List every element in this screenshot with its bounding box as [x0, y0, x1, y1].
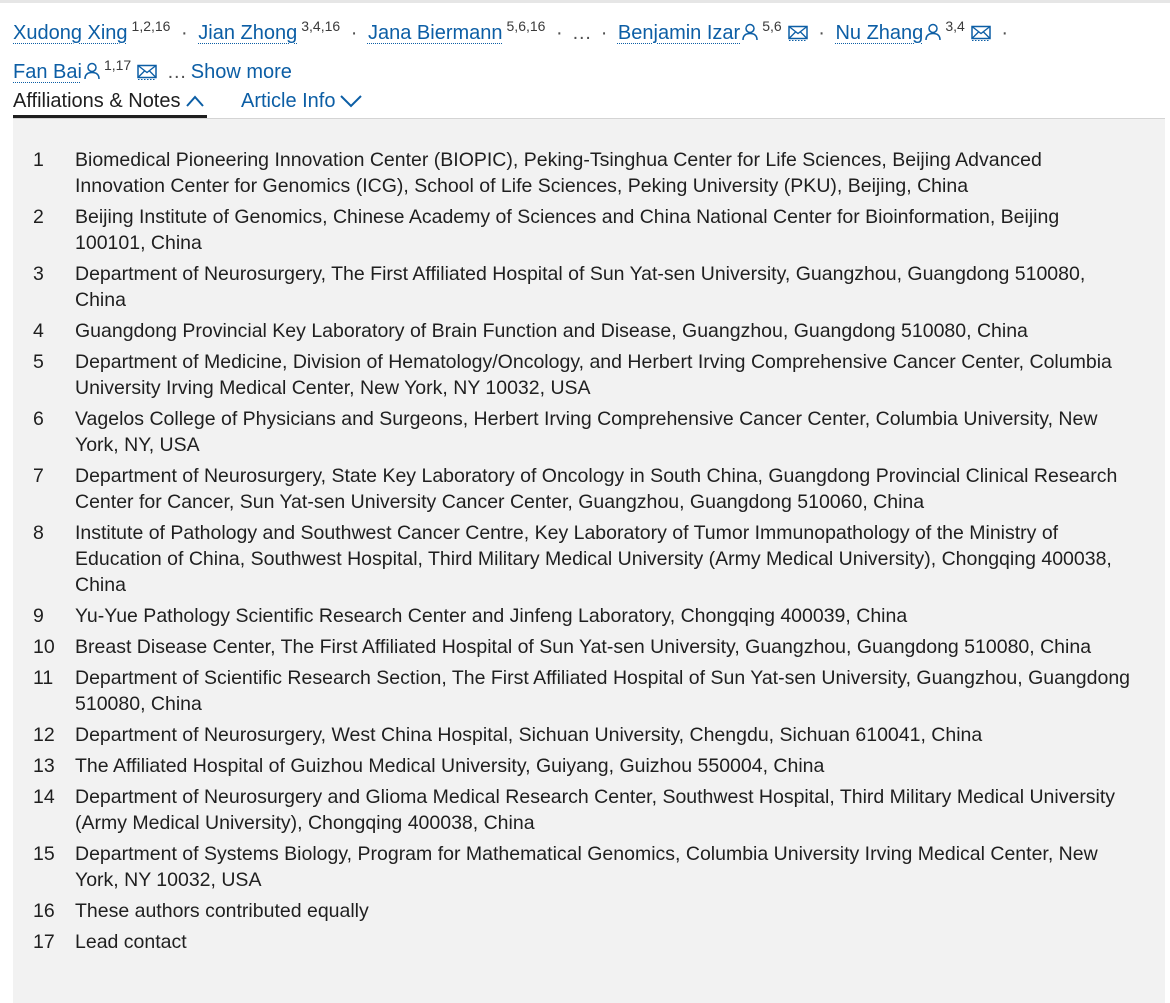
affiliation-text: Vagelos College of Physicians and Surgeons, Herbert Irving Comprehensive Cancer Center, Columbia University, New York, NY, USA — [75, 408, 1098, 456]
top-divider — [0, 0, 1170, 3]
affiliation-text: Department of Neurosurgery, West China Hospital, Sichuan University, Chengdu, Sichuan 610041, China — [75, 724, 983, 746]
tab-affiliations-notes[interactable] — [13, 86, 207, 118]
affiliation-number: 13 — [33, 755, 55, 777]
affiliation-text: Department of Systems Biology, Program for Mathematical Genomics, Columbia University Irving Medical Center, New York, NY 10032, USA — [75, 843, 1098, 891]
affiliation-text: The Affiliated Hospital of Guizhou Medical University, Guiyang, Guizhou 550004, China — [75, 755, 825, 777]
email-icon[interactable] — [137, 64, 157, 80]
hidden-authors-ellipsis: … — [571, 22, 592, 44]
author-name-link[interactable]: Benjamin Izar — [617, 22, 741, 44]
affiliation-number: 3 — [33, 263, 44, 285]
affiliation-number: 15 — [33, 843, 55, 865]
affiliation-text: Department of Scientific Research Section, The First Affiliated Hospital of Sun Yat-sen University, Guangzhou, Guangdong 510080, China — [75, 667, 1131, 715]
author-affiliation-refs: 5,6 — [762, 18, 782, 34]
affiliation-item — [13, 898, 1165, 924]
show-more-authors-link[interactable]: Show more — [190, 61, 292, 83]
tab-label: Affiliations & Notes — [13, 90, 181, 112]
author-separator: · — [600, 22, 608, 44]
article-tabs — [13, 86, 1165, 119]
author-jana-biermann — [367, 18, 551, 44]
author-fan-bai — [13, 57, 163, 83]
affiliation-item — [13, 204, 1165, 256]
affiliation-number: 6 — [33, 408, 44, 430]
author-jian-zhong — [198, 18, 345, 44]
person-icon — [84, 62, 100, 80]
affiliation-item — [13, 261, 1165, 313]
author-separator: · — [818, 22, 825, 44]
affiliation-text: Department of Medicine, Division of Hematology/Oncology, and Herbert Irving Comprehensive Cancer Center, Columbia University Irving Medical Center, New York, NY 10032, USA — [75, 351, 1112, 399]
email-icon[interactable] — [971, 25, 991, 41]
affiliation-item — [13, 634, 1165, 660]
chevron-up-icon — [185, 94, 205, 108]
author-name-link[interactable]: Jana Biermann — [367, 22, 503, 44]
author-separator: · — [1001, 22, 1009, 44]
affiliation-text: Department of Neurosurgery, The First Affiliated Hospital of Sun Yat-sen University, Guangzhou, Guangdong 510080, China — [75, 263, 1086, 311]
person-icon — [925, 23, 941, 41]
affiliation-number: 14 — [33, 786, 55, 808]
tab-article-info[interactable] — [241, 86, 363, 116]
affiliation-item — [13, 784, 1165, 836]
affiliation-item — [13, 318, 1165, 344]
affiliation-text: Breast Disease Center, The First Affiliated Hospital of Sun Yat-sen University, Guangzhou, Guangdong 510080, China — [75, 636, 1092, 658]
author-name-link[interactable]: Xudong Xing — [13, 22, 128, 44]
affiliation-number: 10 — [33, 636, 55, 658]
affiliation-list — [13, 147, 1165, 960]
affiliation-item — [13, 406, 1165, 458]
affiliation-number: 11 — [33, 667, 54, 689]
author-list — [13, 10, 1153, 88]
affiliation-item — [13, 147, 1165, 199]
affiliation-text: Biomedical Pioneering Innovation Center (BIOPIC), Peking-Tsinghua Center for Life Sciences, Beijing Advanced Innovation Center for Genomics (ICG), School of Life Sciences, Peking University (PKU), Beijing, China — [75, 149, 1042, 197]
affiliation-text: Beijing Institute of Genomics, Chinese Academy of Sciences and China National Center for Bioinformation, Beijing 100101, China — [75, 206, 1060, 254]
affiliation-number: 16 — [33, 900, 55, 922]
author-separator: · — [350, 22, 358, 44]
affiliation-item — [13, 463, 1165, 515]
affiliation-item — [13, 349, 1165, 401]
affiliation-item — [13, 603, 1165, 629]
author-name-link[interactable]: Jian Zhong — [198, 22, 298, 44]
affiliation-item — [13, 520, 1165, 598]
author-separator: · — [556, 22, 563, 44]
chevron-down-icon — [339, 94, 363, 108]
affiliation-number: 17 — [33, 931, 55, 953]
author-nu-zhang — [835, 18, 996, 44]
affiliation-number: 1 — [33, 149, 44, 171]
author-affiliation-refs: 5,6,16 — [506, 18, 546, 34]
affiliation-number: 9 — [33, 605, 44, 627]
author-name-link[interactable]: Nu Zhang — [835, 22, 924, 44]
affiliation-item — [13, 665, 1165, 717]
author-separator: · — [181, 22, 188, 44]
author-benjamin-izar — [617, 18, 813, 44]
author-affiliation-refs: 3,4 — [945, 18, 965, 34]
affiliation-number: 7 — [33, 465, 44, 487]
affiliation-text: Department of Neurosurgery and Glioma Medical Research Center, Southwest Hospital, Third Military Medical University (Army Medical University), Chongqing 400038, China — [75, 786, 1116, 834]
affiliation-text: Institute of Pathology and Southwest Cancer Centre, Key Laboratory of Tumor Immunopathology of the Ministry of Education of China, Southwest Hospital, Third Military Medical University (Army Medical University), Chongqing 400038, China — [75, 522, 1112, 596]
affiliation-text: Department of Neurosurgery, State Key Laboratory of Oncology in South China, Guangdong Provincial Clinical Research Center for Cancer, Sun Yat-sen University Cancer Center, Guangzhou, Guangdong 510060, China — [75, 465, 1118, 513]
affiliation-number: 8 — [33, 522, 44, 544]
affiliation-text: These authors contributed equally — [75, 900, 369, 922]
more-authors-ellipsis: … — [166, 61, 187, 83]
author-name-link[interactable]: Fan Bai — [13, 61, 82, 83]
affiliation-item — [13, 722, 1165, 748]
tab-label: Article Info — [241, 90, 336, 112]
affiliation-number: 4 — [33, 320, 44, 342]
affiliation-number: 12 — [33, 724, 55, 746]
author-affiliation-refs: 3,4,16 — [301, 18, 341, 34]
affiliation-item — [13, 929, 1165, 955]
author-affiliation-refs: 1,2,16 — [131, 18, 171, 34]
author-affiliation-refs: 1,17 — [103, 57, 132, 73]
affiliations-panel — [13, 119, 1165, 1003]
affiliation-text: Lead contact — [75, 931, 187, 953]
author-xudong-xing — [13, 18, 176, 44]
affiliation-item — [13, 841, 1165, 893]
affiliation-text: Guangdong Provincial Key Laboratory of Brain Function and Disease, Guangzhou, Guangdong 510080, China — [75, 320, 1028, 342]
person-icon — [742, 23, 758, 41]
affiliation-text: Yu-Yue Pathology Scientific Research Center and Jinfeng Laboratory, Chongqing 400039, China — [75, 605, 908, 627]
affiliation-number: 5 — [33, 351, 44, 373]
affiliation-item — [13, 753, 1165, 779]
email-icon[interactable] — [788, 25, 808, 41]
affiliation-number: 2 — [33, 206, 44, 228]
